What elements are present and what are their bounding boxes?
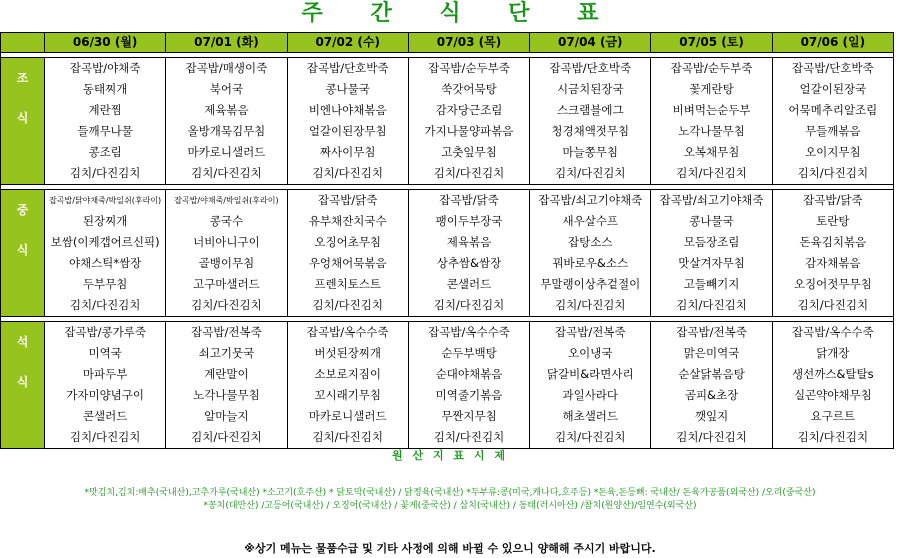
- menu-item: 얼갈이된장국: [799, 82, 867, 96]
- menu-item: 닭갈비&라면사리: [546, 367, 634, 381]
- menu-cell: [166, 322, 287, 449]
- day-header-row: [1, 33, 894, 53]
- menu-item: 과일사라다: [562, 388, 619, 402]
- menu-cell: [651, 190, 772, 317]
- menu-item: 김치/다진김치: [555, 298, 626, 312]
- menu-cell: [287, 322, 408, 449]
- menu-item: 김치/다진김치: [191, 430, 262, 444]
- menu-item: 올방개묵김무침: [187, 124, 266, 138]
- menu-item: 잡곡밥/쇠고기야채죽: [538, 193, 643, 207]
- menu-cell: [287, 190, 408, 317]
- menu-item: 잡곡밥/콩가루죽: [64, 325, 146, 339]
- menu-item: 꿔바로우&소스: [552, 256, 629, 270]
- menu-item: 오이냉국: [568, 346, 613, 360]
- menu-item: 토란탕: [816, 214, 850, 228]
- menu-item: 맑은미역국: [683, 346, 740, 360]
- menu-item: 잡곡밥/매생이죽: [185, 61, 268, 75]
- meal-row: [1, 322, 894, 449]
- weekly-menu-table: [0, 32, 894, 449]
- meal-label-char: 석: [16, 335, 29, 349]
- meal-label-char: 조: [16, 71, 29, 85]
- menu-item: 잡곡밥/옥수수죽: [306, 325, 389, 339]
- menu-cell: [408, 190, 529, 317]
- menu-item: 감자당근조림: [435, 103, 503, 117]
- menu-item: 팽이두부장국: [435, 214, 503, 228]
- menu-item: 미역국: [88, 346, 122, 360]
- menu-item: 마늘쫑무침: [562, 145, 619, 159]
- menu-item: 맛살겨자무침: [678, 256, 745, 270]
- menu-item: 상추쌈&쌈장: [436, 256, 502, 270]
- meal-label-char: 중: [16, 203, 29, 217]
- meal-label-char: 식: [16, 375, 29, 389]
- menu-item: 프렌치토스트: [314, 277, 382, 291]
- menu-item: 김치/다진김치: [676, 298, 747, 312]
- menu-item: 콩나물국: [325, 82, 370, 96]
- meal-row: [1, 190, 894, 317]
- menu-cell: [772, 190, 893, 317]
- menu-cell: [530, 322, 651, 449]
- menu-item: 잡곡밥/단호박죽: [792, 61, 874, 75]
- menu-item: 잡곡밥/닭죽: [317, 193, 378, 207]
- menu-item: 김치/다진김치: [69, 298, 141, 312]
- menu-item: 김치/다진김치: [433, 166, 505, 180]
- meal-label: [1, 58, 45, 185]
- menu-item: 잡곡밥/쇠고기야채죽: [659, 193, 764, 207]
- menu-item: 제육볶음: [446, 235, 492, 249]
- menu-item: 청경채액젓무침: [551, 124, 630, 138]
- day-header: 07/03 (목): [408, 33, 529, 53]
- menu-cell: [651, 58, 772, 185]
- menu-item: 시금치된장국: [556, 82, 624, 96]
- menu-item: 잡곡밥/전복죽: [191, 325, 262, 339]
- menu-item: 동태찌개: [82, 82, 128, 96]
- menu-item: 김치/다진김치: [797, 430, 869, 444]
- menu-item: 김치/다진김치: [555, 166, 626, 180]
- menu-item: 북어국: [209, 82, 244, 96]
- menu-item: 잡곡밥/옥수수죽: [792, 325, 874, 339]
- menu-item: 알마늘지: [204, 409, 249, 423]
- menu-item: 오징어초무침: [314, 235, 382, 249]
- menu-cell: [45, 58, 166, 185]
- menu-item: 생선까스&탈탈s: [792, 367, 874, 381]
- menu-item: 돈육김치볶음: [799, 235, 867, 249]
- menu-item: 잡탕소스: [568, 235, 613, 249]
- menu-item: 잡곡밥/닭죽: [439, 193, 499, 207]
- day-header: 07/01 (화): [166, 33, 287, 53]
- menu-item: 잡곡밥/야채죽/박일쉬(후라이): [174, 196, 279, 205]
- menu-cell: [772, 58, 893, 185]
- menu-item: 김치/다진김치: [797, 166, 869, 180]
- menu-item: 잡곡밥/닭야채죽/박일쉬(후라이): [49, 196, 162, 205]
- menu-item: 소보로지짐이: [314, 367, 382, 381]
- menu-item: 콩국수: [209, 214, 244, 228]
- menu-item: 잡곡밥/야채죽: [69, 61, 141, 75]
- menu-item: 계란말이: [204, 367, 249, 381]
- menu-item: 잡곡밥/닭죽: [803, 193, 863, 207]
- menu-item: 닭개장: [816, 346, 850, 360]
- menu-item: 꽃게란탕: [689, 82, 734, 96]
- menu-item: 깻잎지: [694, 409, 729, 423]
- day-header: 07/04 (금): [530, 33, 651, 53]
- menu-item: 쇠고기뭇국: [198, 346, 255, 360]
- menu-item: 실곤약야채무침: [793, 388, 872, 402]
- menu-item: 쑥갓어묵탕: [441, 82, 497, 96]
- menu-item: 너비아니구이: [193, 235, 260, 249]
- menu-item: 김치/다진김치: [433, 298, 505, 312]
- menu-item: 김치/다진김치: [676, 430, 747, 444]
- menu-item: 두부무침: [82, 277, 128, 291]
- menu-item: 잡곡밥/순두부죽: [428, 61, 510, 75]
- menu-item: 된장찌개: [82, 214, 128, 228]
- menu-item: 김치/다진김치: [433, 430, 505, 444]
- menu-item: 콘샐러드: [82, 409, 128, 423]
- menu-item: 콩조림: [88, 145, 122, 159]
- menu-item: 마카로니샐러드: [187, 145, 266, 159]
- menu-item: 마카로니샐러드: [308, 409, 387, 423]
- menu-item: 노각나물무침: [678, 124, 745, 138]
- menu-item: 무짠지무침: [441, 409, 497, 423]
- menu-item: 마파두부: [82, 367, 128, 381]
- menu-item: 잡곡밥/단호박죽: [306, 61, 389, 75]
- menu-item: 순대야채볶음: [435, 367, 503, 381]
- menu-item: 김치/다진김치: [676, 166, 747, 180]
- meal-label: [1, 322, 45, 449]
- menu-item: 잡곡밥/순두부죽: [670, 61, 753, 75]
- menu-cell: [45, 322, 166, 449]
- menu-item: 김치/다진김치: [312, 166, 383, 180]
- meal-label-char: 식: [16, 111, 29, 125]
- menu-item: 야채스틱*쌈장: [68, 256, 142, 270]
- menu-item: 김치/다진김치: [191, 166, 262, 180]
- day-header: 07/02 (수): [287, 33, 408, 53]
- menu-item: 김치/다진김치: [191, 298, 262, 312]
- menu-item: 잡곡밥/단호박죽: [549, 61, 632, 75]
- menu-item: 김치/다진김치: [312, 430, 383, 444]
- menu-cell: [166, 58, 287, 185]
- menu-item: 김치/다진김치: [555, 430, 626, 444]
- menu-item: 김치/다진김치: [69, 166, 141, 180]
- menu-item: 모듬장조림: [683, 235, 740, 249]
- menu-item: 제육볶음: [204, 103, 249, 117]
- menu-item: 새우살수프: [562, 214, 619, 228]
- menu-cell: [287, 58, 408, 185]
- origin-line: *맛김치,김치:배추(국내산),고추가루(국내산) *소고기(호주산) * 닭토막(국내산) / 닭정육(국내산) *두부류:콩(미국,캐나다,호주등) *돈육,돈등뼈: 국내산/ 돈육가공품(외국산) /오리(중국산): [84, 488, 816, 498]
- menu-item: 순두부백탕: [441, 346, 497, 360]
- menu-item: 해초샐러드: [562, 409, 619, 423]
- menu-cell: [772, 322, 893, 449]
- menu-item: 김치/다진김치: [69, 430, 141, 444]
- menu-item: 얼갈이된장무침: [308, 124, 387, 138]
- meal-label: [1, 190, 45, 317]
- menu-item: 오징어젓무무침: [793, 277, 872, 291]
- menu-item: 콩나물국: [689, 214, 734, 228]
- menu-item: 콘샐러드: [446, 277, 492, 291]
- menu-item: 우엉채어묵볶음: [308, 256, 387, 270]
- menu-item: 유부채잔치국수: [308, 214, 387, 228]
- menu-item: 비엔나야채볶음: [308, 103, 387, 117]
- menu-cell: [530, 58, 651, 185]
- header-corner: [1, 33, 45, 53]
- menu-cell: [651, 322, 772, 449]
- meal-label-char: 식: [16, 243, 29, 257]
- menu-item: 고구마샐러드: [193, 277, 260, 291]
- day-header: 07/05 (토): [651, 33, 772, 53]
- menu-item: 노각나물무침: [193, 388, 260, 402]
- origin-line: *꽁치(대만산) /고등어(국내산) / 오징어(국내산) / 꽃게(중국산) / 삼치(국내산) / 동태(러시아산) /참치(원양산)/임연수(외국산): [203, 501, 697, 511]
- menu-item: 김치/다진김치: [797, 298, 869, 312]
- menu-item: 들깨무나물: [77, 124, 133, 138]
- day-header: 06/30 (월): [45, 33, 166, 53]
- menu-item: 골뱅이무침: [198, 256, 255, 270]
- menu-item: 무들깨볶음: [805, 124, 861, 138]
- menu-item: 잡곡밥/옥수수죽: [428, 325, 510, 339]
- menu-item: 잡곡밥/전복죽: [555, 325, 626, 339]
- menu-item: 짜사이무침: [319, 145, 376, 159]
- menu-item: 고들빼기지: [683, 277, 740, 291]
- origin-info: [0, 487, 900, 513]
- menu-item: 오복채무침: [683, 145, 740, 159]
- day-header: 07/06 (일): [772, 33, 893, 53]
- origin-heading: 원 산 지 표 시 제: [392, 449, 508, 462]
- page-title: 주 간 식 단 표: [301, 1, 619, 26]
- menu-item: 잡곡밥/전복죽: [676, 325, 747, 339]
- menu-cell: [530, 190, 651, 317]
- menu-item: 가자미양념구이: [66, 388, 145, 402]
- menu-item: 어묵메추리알조림: [788, 103, 878, 117]
- menu-item: 곰피&초장: [684, 388, 739, 402]
- menu-item: 비벼먹는순두부: [672, 103, 751, 117]
- menu-item: 가지나물양파볶음: [424, 124, 514, 138]
- menu-item: 감자채볶음: [805, 256, 861, 270]
- menu-cell: [45, 190, 166, 317]
- menu-item: 미역줄기볶음: [435, 388, 503, 402]
- menu-item: 꼬시래기무침: [314, 388, 382, 402]
- menu-item: 순살닭볶음탕: [678, 367, 745, 381]
- menu-item: 무말랭이상추겉절이: [540, 277, 641, 291]
- menu-cell: [408, 322, 529, 449]
- menu-item: 스크램블에그: [556, 103, 624, 117]
- menu-cell: [408, 58, 529, 185]
- menu-item: 버섯된장찌개: [314, 346, 382, 360]
- menu-item: 오이지무침: [805, 145, 861, 159]
- menu-item: 김치/다진김치: [312, 298, 383, 312]
- meal-row: [1, 58, 894, 185]
- menu-item: 보쌈(이케갭어르신픽): [50, 235, 160, 249]
- menu-item: 고춧잎무침: [441, 145, 497, 159]
- notice-text: ※상기 메뉴는 물품수급 및 기타 사정에 의해 바뀔 수 있으니 양해해 주시기 바랍니다.: [244, 542, 656, 555]
- menu-item: 요구르트: [810, 409, 856, 423]
- menu-cell: [166, 190, 287, 317]
- menu-item: 계란찜: [88, 103, 122, 117]
